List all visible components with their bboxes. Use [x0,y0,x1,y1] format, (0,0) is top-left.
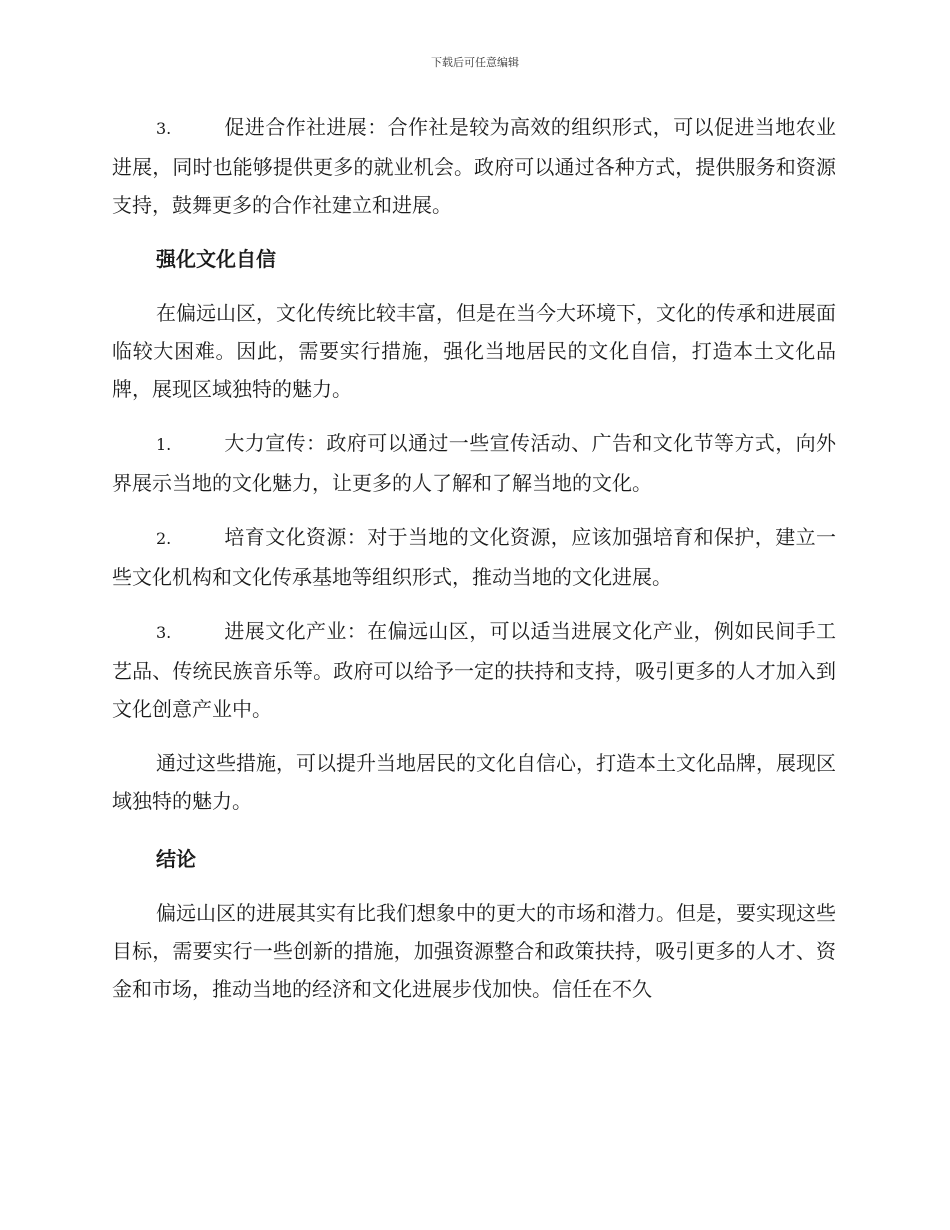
paragraph-culture-intro: 在偏远山区，文化传统比较丰富，但是在当今大环境下，文化的传承和进展面临较大困难。因此，需要实行措施，强化当地居民的文化自信，打造本土文化品牌，展现区域独特的魅力。 [112,301,836,401]
section-heading-conclusion: 结论 [156,847,196,871]
page-header: 下载后可任意编辑 [431,56,519,69]
list-item-resources [112,518,836,596]
list-item-text: 培育文化资源：对于当地的文化资源，应该加强培育和保护，建立一些文化机构和文化传承基地等组织形式，推动当地的文化进展。 [112,525,836,589]
paragraph-conclusion: 偏远山区的进展其实有比我们想象中的更大的市场和潜力。但是，要实现这些目标，需要实行一些创新的措施，加强资源整合和政策扶持，吸引更多的人才、资金和市场，推动当地的经济和文化进展步伐加快。信任在不久 [112,901,836,1001]
list-item-text: 进展文化产业：在偏远山区，可以适当进展文化产业，例如民间手工艺品、传统民族音乐等。政府可以给予一定的扶持和支持，吸引更多的人才加入到文化创意产业中。 [112,619,836,721]
section-heading-culture: 强化文化自信 [156,247,276,271]
paragraph-culture-summary: 通过这些措施，可以提升当地居民的文化自信心，打造本土文化品牌，展现区域独特的魅力。 [112,751,836,813]
document-body [112,108,836,1024]
list-number: 3. [156,623,172,642]
list-item-cooperative [112,108,836,224]
list-item-text: 促进合作社进展：合作社是较为高效的组织形式，可以促进当地农业进展，同时也能够提供更多的就业机会。政府可以通过各种方式，提供服务和资源支持，鼓舞更多的合作社建立和进展。 [112,115,836,217]
list-number: 2. [156,529,172,548]
list-number: 3. [156,119,172,138]
list-number: 1. [156,435,172,454]
list-item-promotion [112,424,836,502]
list-item-text: 大力宣传：政府可以通过一些宣传活动、广告和文化节等方式，向外界展示当地的文化魅力，让更多的人了解和了解当地的文化。 [112,431,836,495]
list-item-industry [112,612,836,728]
